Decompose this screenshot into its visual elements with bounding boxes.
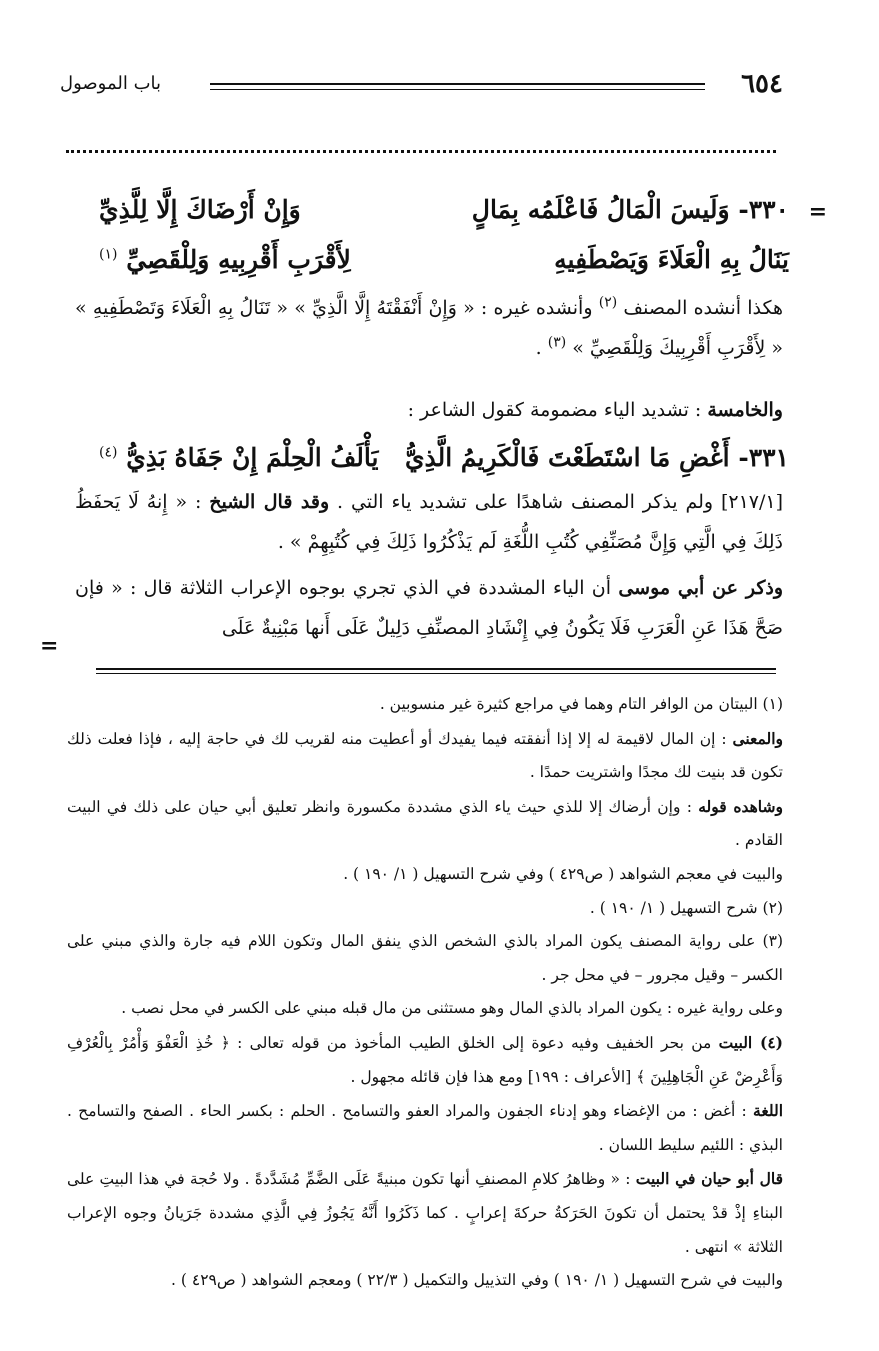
footnote-ref-2: (٢) [598,294,618,311]
verse-330-line-2-left-text: لِأَقْرَبِ أَقْرِبِيهِ وَلِلْقَصِيِّ [126,245,351,274]
paragraph-1 [75,288,783,368]
footnote-ref-1: (١) [99,246,118,263]
footnote-text: (٣) على رواية المصنف يكون المراد بالذي الشخص الذي ينفق المال وتكون اللام فيه جارة والذي مبني على الكسر – وقيل مجرور – في محل جر . [67,932,783,984]
paragraph-1-text-b: وأنشده غيره : « وَإِنْ أَنْفَقْتَهُ إِلَّا الَّذِيِّ » « تَنَالُ بِهِ الْعَلَاءَ وَتَصْطَفِيهِ » « لِأَقْرَبِ أَقْرِبِيكَ وَلِلْقَصِيِّ » [75,297,783,359]
footnote-line [67,790,783,858]
footnote-line [67,1162,783,1264]
continuation-mark-bottom: = [40,633,59,659]
footnote-line [67,925,783,992]
paragraph-4 [75,568,783,648]
paragraph-4-bold: وذكر عن أبي موسى [618,577,783,599]
dotted-separator [66,150,776,153]
footnote-bold: وشاهده قوله [698,796,783,816]
footnote-text: وعلى رواية غيره : يكون المراد بالذي المال وهو مستثنى من مال قبله مبني على الكسر في محل نصب . [121,999,783,1018]
footnote-text: (١) البيتان من الوافر التام وهما في مراجع كثيرة غير منسوبين . [379,695,783,713]
paragraph-2-text: : تشديد الياء مضمومة كقول الشاعر : [407,399,708,421]
footnote-text: : وإن أرضاك إلا للذي حيث ياء الذي مشددة مكسورة وانظر تعليق أبي حيان على ذلك في البيت القادم . [67,797,783,850]
verse-330-line-1-right: ٣٣٠- وَلَيسَ الْمَالُ فَاعْلَمُه بِمَالٍ [471,195,789,224]
footnote-text: من بحر الخفيف وفيه دعوة إلى الخلق الطيب المأخوذ من قوله تعالى : ﴿ خُذِ الْعَفْوَ وَأْمُرْ بِالْعُرْفِ وَأَعْرِضْ عَنِ الْجَاهِلِينَ ﴾ [الأعراف : ١٩٩] ومع هذا فإن قائله مجهول . [67,1033,783,1086]
header-rule [210,83,705,90]
verse-330-line-1-left: وَإِنْ أَرْضَاكَ إِلَّا لِلَّذِيِّ [99,195,301,224]
footnote-bold: والمعنى [732,728,783,748]
footnote-bold: قال أبو حيان في البيت [635,1169,783,1189]
verse-330-line-1 [99,190,789,240]
footnote-line [67,992,783,1026]
continuation-mark-top: = [808,199,827,225]
footnote-line [67,1264,783,1298]
footnote-bold: اللغة [753,1101,783,1121]
paragraph-3-text: [٢١٧/١] ولم يذكر المصنف شاهدًا على تشديد ياء التي . [329,491,784,513]
paragraph-3-bold: وقد قال الشيخ [209,491,330,513]
paragraph-2-bold: والخامسة [707,399,783,421]
footnote-line [67,722,783,790]
footnote-text: : أغض : من الإغضاء وهو إدناء الجفون والمراد العفو والتسامح . الحلم : بكسر الحاء . الصفح والتسامح . البذي : اللئيم سليط اللسان . [67,1102,783,1154]
page-number: ٦٥٤ [741,69,783,99]
footnote-line [67,1026,783,1094]
footnote-ref-4: (٤) [99,444,118,461]
paragraph-2 [75,390,783,430]
footnote-line [67,688,783,722]
footnote-text: والبيت في شرح التسهيل ( ١/ ١٩٠ ) وفي التذييل والتكميل ( ٢٢/٣ ) ومعجم الشواهد ( ص٤٢٩ ) . [171,1271,783,1290]
verse-331-right: ٣٣١- أَغْضِ مَا اسْتَطَعْتَ فَالْكَرِيمُ الَّذِيُّ [404,443,789,472]
chapter-title: باب الموصول [60,73,162,94]
footnote-text: (٢) شرح التسهيل ( ١/ ١٩٠ ) . [589,898,783,917]
footnote-separator [96,668,776,674]
footnote-text: والبيت في معجم الشواهد ( ص٤٢٩ ) وفي شرح التسهيل ( ١/ ١٩٠ ) . [343,864,783,883]
verse-331-left [99,438,378,478]
verse-330-line-2-right: يَنَالُ بِهِ الْعَلَاءَ وَيَصْطَفِيهِ [554,245,789,274]
verse-331-left-text: يَأْلَفُ الْحِلْمَ إِنْ جَفَاهُ بَذِيُّ [126,443,379,472]
paragraph-4-text: أن الياء المشددة في الذي تجري بوجوه الإعراب الثلاثة قال : « فإن صَحَّ هَذَا عَنِ الْعَرَبِ فَلَا يَكُونُ فِي إِنْشَادِ المصنِّفِ دَلِيلٌ عَلَى أَنها مَبْنِيةٌ عَلَى [75,577,783,639]
verse-330-line-2 [99,240,789,290]
footnote-line [67,858,783,892]
footnote-text: : إن المال لاقيمة له إلا إذا أنفقته فيما يفيدك أو أعطيت منه لقريب لك في حاجة إليه ، فإذا فعلت ذلك تكون قد بنيت لك مجدًا واشتريت حمدًا . [67,729,783,782]
footnote-text: : « وظاهرُ كلامِ المصنفِ أنها تكون مبنيةً عَلَى الضَّمِّ مُشَدَّدةً . ولا حُجة في هذا البيتِ على البناءِ إذْ قدْ يحتمل أن تكونَ الحَرَكةُ حركةَ إعرابٍ . كما ذَكَرُوا أَنَّهُ يَجُوزُ فِي الَّذِي مشددة جَرَيانُ وجوه الإعراب الثلاثة » انتهى . [67,1170,783,1256]
paragraph-1-text-c: . [535,337,548,359]
page-header [60,68,783,108]
footnotes [67,688,783,1298]
footnote-bold: (٤) البيت [718,1032,784,1052]
footnote-ref-3: (٣) [547,334,567,351]
paragraph-1-text-a: هكذا أنشده المصنف [617,297,784,319]
footnote-line [67,892,783,926]
paragraph-3-text-b: : « إِنهُ لَا يَحفَظُ ذَلِكَ فِي الَّتِي وَإِنَّ مُصَنِّفِي كُتُبِ اللُّغَةِ لَم يَذْكُرُوا ذَلِكَ فِي كُتُبِهِمْ » . [75,491,783,553]
verse-331 [99,438,789,488]
verse-330-line-2-left [99,240,351,280]
paragraph-3 [75,482,783,562]
footnote-line [67,1094,783,1162]
